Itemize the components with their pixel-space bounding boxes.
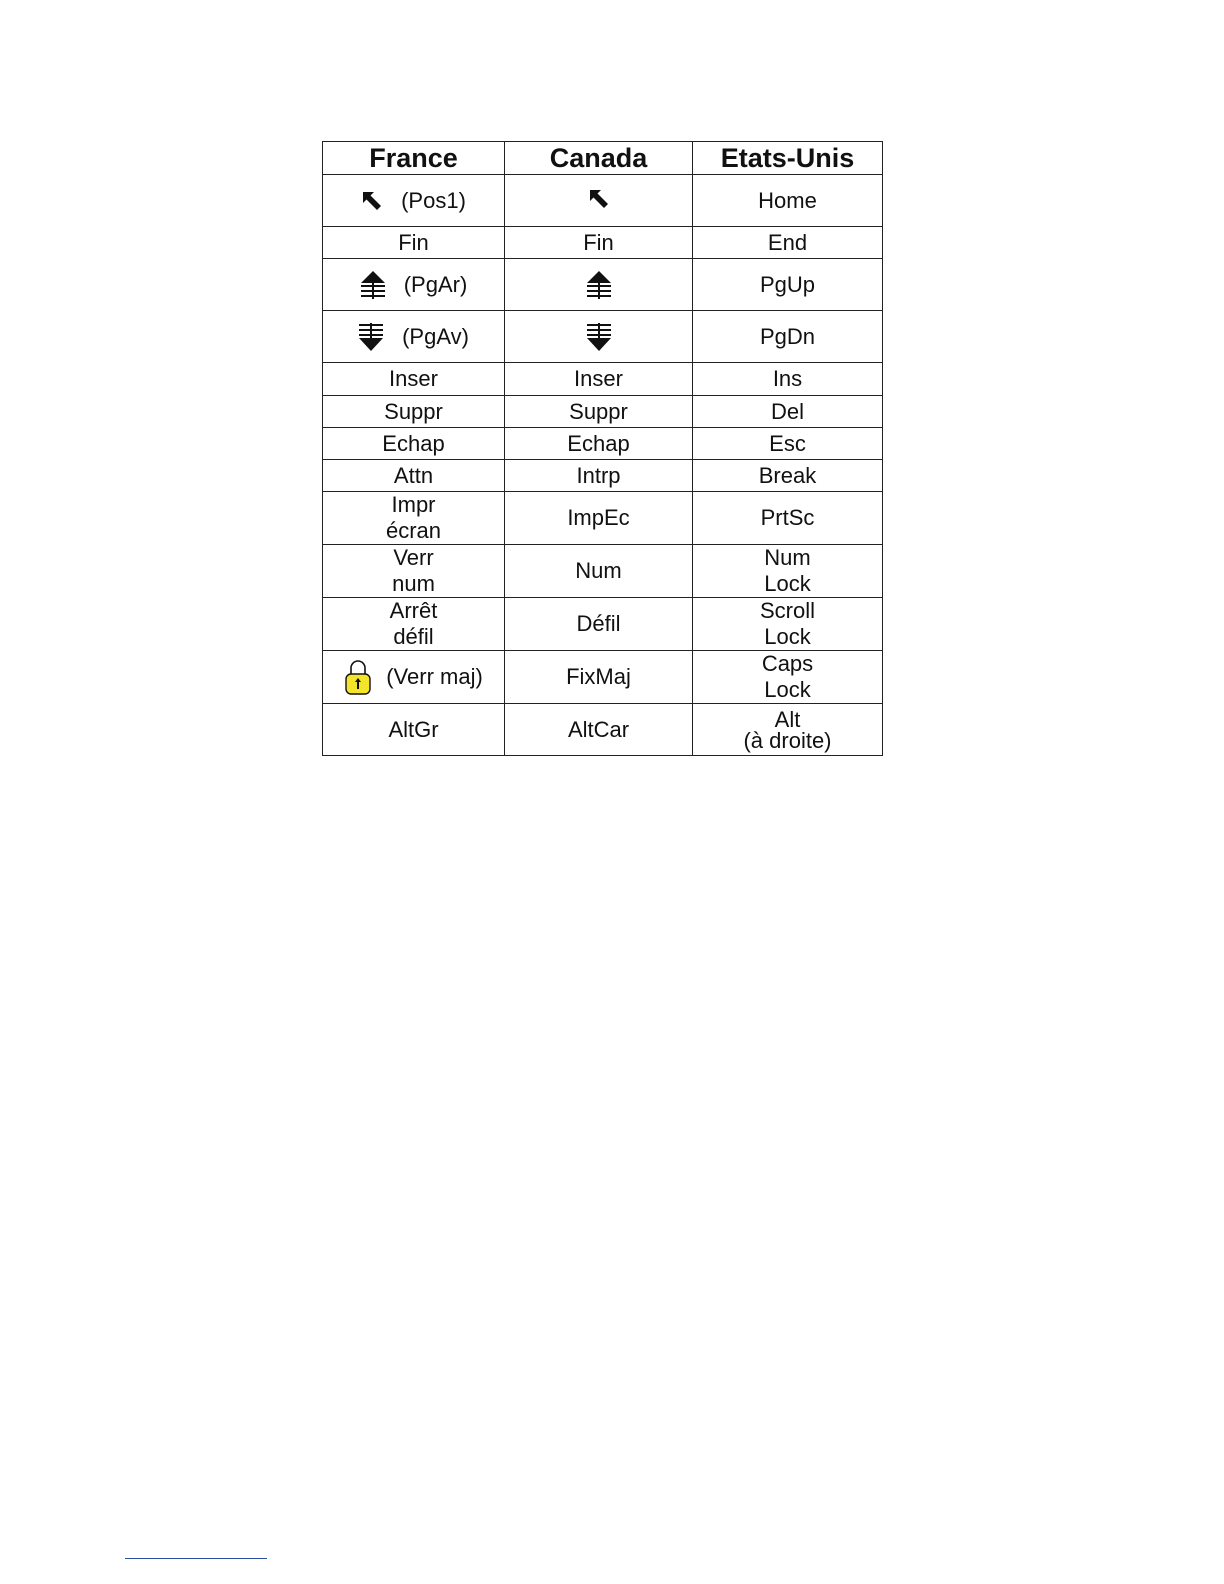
- header-canada: Canada: [505, 142, 693, 175]
- cell-us: PgDn: [693, 311, 883, 363]
- cell-text: (Pos1): [401, 187, 466, 213]
- cell-france: [323, 259, 505, 311]
- footnote-separator-rule: [125, 1558, 267, 1559]
- cell-france: [323, 492, 505, 545]
- cell-canada: Echap: [505, 428, 693, 460]
- cell-france: AltGr: [323, 704, 505, 756]
- cell-canada: AltCar: [505, 704, 693, 756]
- cell-canada: Inser: [505, 363, 693, 396]
- cell-line: Caps: [761, 651, 814, 676]
- table-row: [323, 175, 883, 227]
- cell-us: [693, 598, 883, 651]
- keyboard-key-equivalence-table: [322, 141, 883, 756]
- page-down-icon: [586, 322, 612, 352]
- cell-us: PgUp: [693, 259, 883, 311]
- cell-canada: Num: [505, 545, 693, 598]
- cell-france: [323, 651, 505, 704]
- table-row: [323, 545, 883, 598]
- cell-france: [323, 175, 505, 227]
- cell-us: [693, 651, 883, 704]
- cell-us: End: [693, 227, 883, 259]
- cell-us: PrtSc: [693, 492, 883, 545]
- cell-line: Impr: [391, 492, 436, 517]
- home-arrow-icon: [588, 188, 610, 210]
- cell-text: (PgAr): [403, 271, 468, 297]
- cell-france: Echap: [323, 428, 505, 460]
- cell-us: [693, 704, 883, 756]
- cell-line: Verr: [393, 545, 434, 570]
- cell-canada: Fin: [505, 227, 693, 259]
- table-row: [323, 227, 883, 259]
- table-row: [323, 598, 883, 651]
- cell-line: (à droite): [743, 727, 832, 753]
- page-down-icon: [358, 322, 384, 352]
- cell-us: Ins: [693, 363, 883, 396]
- cell-canada: [505, 259, 693, 311]
- cell-us: Break: [693, 460, 883, 492]
- cell-france: Inser: [323, 363, 505, 396]
- table-row: [323, 259, 883, 311]
- cell-france: [323, 545, 505, 598]
- cell-canada: Défil: [505, 598, 693, 651]
- table-row: [323, 363, 883, 396]
- cell-us: Esc: [693, 428, 883, 460]
- cell-line: Num: [764, 545, 811, 570]
- cell-us: [693, 545, 883, 598]
- cell-line: Alt: [774, 706, 801, 732]
- table-row: [323, 396, 883, 428]
- cell-france: [323, 598, 505, 651]
- cell-france: Suppr: [323, 396, 505, 428]
- header-france: France: [323, 142, 505, 175]
- cell-line: Lock: [764, 677, 811, 702]
- cell-canada: Intrp: [505, 460, 693, 492]
- cell-line: num: [392, 571, 435, 596]
- cell-canada: FixMaj: [505, 651, 693, 704]
- cell-us: Del: [693, 396, 883, 428]
- home-arrow-icon: [361, 190, 383, 212]
- table-row: [323, 651, 883, 704]
- cell-line: Lock: [764, 571, 811, 596]
- cell-line: Scroll: [759, 598, 815, 623]
- cell-line: Lock: [764, 624, 811, 649]
- table-row: [323, 492, 883, 545]
- cell-france: [323, 311, 505, 363]
- table-header-row: [323, 142, 883, 175]
- table-row: [323, 460, 883, 492]
- cell-line: Arrêt: [389, 598, 438, 623]
- cell-canada: [505, 175, 693, 227]
- caps-lock-padlock-icon: [344, 659, 372, 695]
- page-up-icon: [360, 270, 386, 300]
- cell-canada: Suppr: [505, 396, 693, 428]
- table-row: [323, 311, 883, 363]
- cell-text: (Verr maj): [386, 664, 483, 689]
- cell-line: écran: [385, 518, 442, 543]
- cell-france: Fin: [323, 227, 505, 259]
- cell-text: (PgAv): [402, 323, 469, 349]
- header-etats-unis: Etats-Unis: [693, 142, 883, 175]
- cell-france: Attn: [323, 460, 505, 492]
- table-row: [323, 428, 883, 460]
- cell-canada: [505, 311, 693, 363]
- cell-line: défil: [393, 624, 434, 649]
- page-up-icon: [586, 270, 612, 300]
- cell-canada: ImpEc: [505, 492, 693, 545]
- cell-us: Home: [693, 175, 883, 227]
- table-row: [323, 704, 883, 756]
